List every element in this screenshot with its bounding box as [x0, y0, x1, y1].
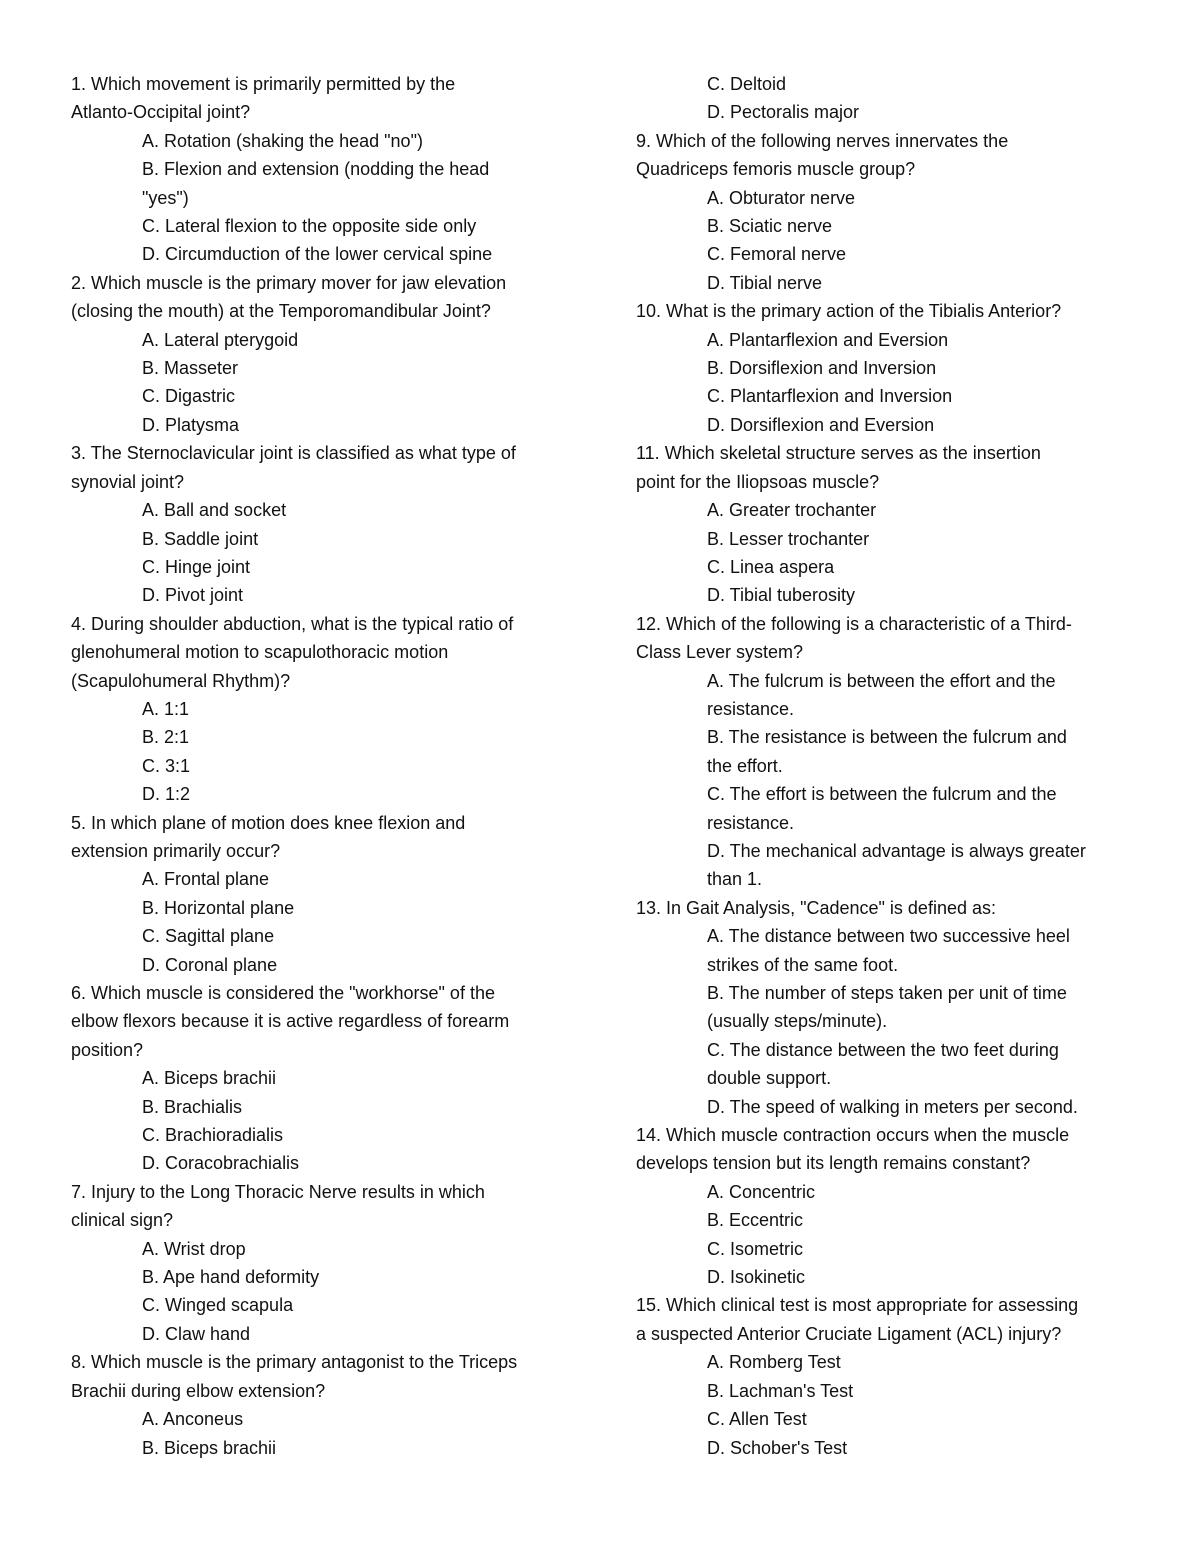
- answer-option-line: D. Platysma: [142, 414, 240, 435]
- answer-option-line: D. Tibial tuberosity: [707, 585, 856, 606]
- answer-option-line: B. Brachialis: [142, 1096, 243, 1117]
- answer-option-line: C. Plantarflexion and Inversion: [707, 386, 953, 407]
- question-line: 2. Which muscle is the primary mover for jaw elevation: [71, 272, 507, 293]
- right-column: [636, 70, 1126, 1462]
- answer-option-line: C. Sagittal plane: [142, 926, 275, 947]
- answer-option-line: A. Romberg Test: [707, 1352, 841, 1373]
- question-line: Quadriceps femoris muscle group?: [636, 159, 916, 180]
- answer-option-line: B. Saddle joint: [142, 528, 259, 549]
- answer-option-line: A. Frontal plane: [142, 869, 270, 890]
- answer-option-line: B. Flexion and extension (nodding the head: [142, 159, 490, 180]
- question-line: position?: [71, 1039, 144, 1060]
- answer-option-line: D. The speed of walking in meters per second.: [707, 1096, 1078, 1117]
- question-line: 9. Which of the following nerves innervates the: [636, 130, 1009, 151]
- answer-option-line: D. Pectoralis major: [707, 102, 860, 123]
- answer-option-line: D. Tibial nerve: [707, 272, 823, 293]
- answer-option-line: A. Plantarflexion and Eversion: [707, 329, 949, 350]
- answer-option-line: A. Biceps brachii: [142, 1068, 277, 1089]
- left-column: [71, 70, 571, 1462]
- answer-option-line: A. Lateral pterygoid: [142, 329, 299, 350]
- question-line: elbow flexors because it is active regardless of forearm: [71, 1011, 510, 1032]
- answer-option-line: B. 2:1: [142, 727, 190, 748]
- question-line: point for the Iliopsoas muscle?: [636, 471, 880, 492]
- question-line: 11. Which skeletal structure serves as the insertion: [636, 443, 1041, 464]
- question-line: (closing the mouth) at the Temporomandibular Joint?: [71, 301, 491, 322]
- answer-option-line: C. Lateral flexion to the opposite side only: [142, 216, 477, 237]
- question-line: 5. In which plane of motion does knee flexion and: [71, 812, 466, 833]
- question-line: 4. During shoulder abduction, what is the typical ratio of: [71, 613, 514, 634]
- answer-option-line: C. Hinge joint: [142, 556, 251, 577]
- answer-option-line: D. Circumduction of the lower cervical spine: [142, 244, 493, 265]
- answer-option-line: resistance.: [707, 812, 795, 833]
- answer-option-line: A. 1:1: [142, 698, 190, 719]
- answer-option-line: B. The resistance is between the fulcrum and: [707, 727, 1067, 748]
- question-line: 12. Which of the following is a characteristic of a Third-: [636, 613, 1072, 634]
- answer-option-line: C. The distance between the two feet during: [707, 1039, 1059, 1060]
- answer-option-line: B. Eccentric: [707, 1210, 804, 1231]
- answer-option-line: D. Claw hand: [142, 1323, 251, 1344]
- question-line: develops tension but its length remains constant?: [636, 1153, 1031, 1174]
- answer-option-line: D. Isokinetic: [707, 1267, 806, 1288]
- answer-option-line: the effort.: [707, 755, 783, 776]
- answer-option-line: A. Wrist drop: [142, 1238, 246, 1259]
- answer-option-line: A. The fulcrum is between the effort and the: [707, 670, 1056, 691]
- answer-option-line: strikes of the same foot.: [707, 954, 899, 975]
- question-line: 3. The Sternoclavicular joint is classified as what type of: [71, 443, 516, 464]
- answer-option-line: D. Pivot joint: [142, 585, 244, 606]
- answer-option-line: B. Lachman's Test: [707, 1380, 854, 1401]
- question-line: glenohumeral motion to scapulothoracic motion: [71, 642, 449, 663]
- answer-option-line: resistance.: [707, 698, 795, 719]
- answer-option-line: D. Coracobrachialis: [142, 1153, 300, 1174]
- answer-option-line: B. Masseter: [142, 358, 239, 379]
- question-line: Brachii during elbow extension?: [71, 1380, 326, 1401]
- answer-option-line: A. Ball and socket: [142, 500, 287, 521]
- answer-option-line: C. Isometric: [707, 1238, 804, 1259]
- answer-option-line: C. Digastric: [142, 386, 236, 407]
- answer-option-line: D. Schober's Test: [707, 1437, 848, 1458]
- answer-option-line: double support.: [707, 1068, 832, 1089]
- question-line: 6. Which muscle is considered the "workhorse" of the: [71, 983, 495, 1003]
- question-line: Class Lever system?: [636, 642, 804, 663]
- answer-option-line: D. Dorsiflexion and Eversion: [707, 414, 935, 435]
- question-line: a suspected Anterior Cruciate Ligament (ACL) injury?: [636, 1323, 1062, 1344]
- answer-option-line: C. Allen Test: [707, 1409, 807, 1430]
- question-line: 8. Which muscle is the primary antagonist to the Triceps: [71, 1352, 518, 1373]
- answer-option-line: B. The number of steps taken per unit of time: [707, 983, 1067, 1003]
- answer-option-line: A. Anconeus: [142, 1409, 244, 1430]
- question-line: (Scapulohumeral Rhythm)?: [71, 670, 291, 691]
- answer-option-line: B. Biceps brachii: [142, 1437, 277, 1458]
- question-line: 1. Which movement is primarily permitted by the: [71, 74, 456, 94]
- answer-option-line: "yes"): [142, 187, 189, 208]
- answer-option-line: C. The effort is between the fulcrum and the: [707, 784, 1057, 805]
- answer-option-line: C. Brachioradialis: [142, 1125, 284, 1146]
- answer-option-line: D. Coronal plane: [142, 954, 278, 975]
- question-line: 15. Which clinical test is most appropriate for assessing: [636, 1295, 1079, 1316]
- answer-option-line: B. Ape hand deformity: [142, 1267, 320, 1288]
- answer-option-line: B. Dorsiflexion and Inversion: [707, 358, 937, 379]
- question-line: 14. Which muscle contraction occurs when the muscle: [636, 1125, 1070, 1146]
- question-line: extension primarily occur?: [71, 840, 281, 861]
- question-line: synovial joint?: [71, 471, 185, 492]
- answer-option-line: B. Lesser trochanter: [707, 528, 870, 549]
- answer-option-line: A. The distance between two successive heel: [707, 926, 1070, 947]
- answer-option-line: A. Rotation (shaking the head "no"): [142, 130, 423, 151]
- answer-option-line: A. Concentric: [707, 1181, 816, 1202]
- answer-option-line: than 1.: [707, 869, 763, 890]
- question-line: clinical sign?: [71, 1210, 174, 1231]
- question-line: 13. In Gait Analysis, "Cadence" is defined as:: [636, 897, 996, 918]
- question-line: Atlanto-Occipital joint?: [71, 102, 251, 123]
- answer-option-line: B. Sciatic nerve: [707, 216, 833, 237]
- answer-option-line: C. Winged scapula: [142, 1295, 294, 1316]
- answer-option-line: D. The mechanical advantage is always greater: [707, 840, 1086, 861]
- answer-option-line: C. 3:1: [142, 755, 191, 776]
- question-line: 10. What is the primary action of the Tibialis Anterior?: [636, 301, 1062, 322]
- answer-option-line: D. 1:2: [142, 784, 191, 805]
- answer-option-line: A. Greater trochanter: [707, 500, 877, 521]
- answer-option-line: C. Deltoid: [707, 74, 787, 94]
- answer-option-line: C. Linea aspera: [707, 556, 835, 577]
- answer-option-line: A. Obturator nerve: [707, 187, 856, 208]
- answer-option-line: B. Horizontal plane: [142, 897, 295, 918]
- answer-option-line: (usually steps/minute).: [707, 1011, 888, 1032]
- question-line: 7. Injury to the Long Thoracic Nerve results in which: [71, 1181, 485, 1202]
- answer-option-line: C. Femoral nerve: [707, 244, 847, 265]
